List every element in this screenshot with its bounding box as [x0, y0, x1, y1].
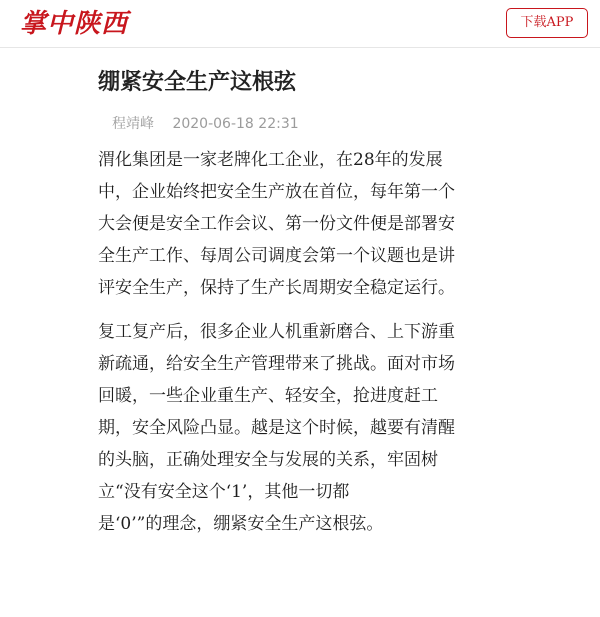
paragraph-line: 期，安全风险凸显。越是这个时候，越要有清醒 [98, 418, 455, 438]
article-author: 程靖峰 [112, 116, 154, 132]
top-bar [0, 0, 600, 48]
paragraph-line: 新疏通，给安全生产管理带来了挑战。面对市场 [98, 354, 455, 374]
paragraph-line: 评安全生产，保持了生产长周期安全稳定运行。 [98, 278, 455, 298]
article-time: 22:31 [258, 116, 299, 132]
paragraph-line: 是‘0’”的理念，绷紧安全生产这根弦。 [98, 514, 384, 534]
article-paragraph [98, 144, 478, 304]
paragraph-line: 渭化集团是一家老牌化工企业，在28年的发展 [98, 150, 443, 170]
article-meta [98, 114, 478, 134]
paragraph-line: 复工复产后，很多企业人机重新磨合、上下游重 [98, 322, 455, 342]
article [98, 66, 478, 540]
app-logo[interactable]: 掌中陕西 [20, 9, 129, 39]
paragraph-line: 大会便是安全工作会议、第一份文件便是部署安 [98, 214, 455, 234]
paragraph-line: 的头脑，正确处理安全与发展的关系，牢固树 [98, 450, 438, 470]
paragraph-line: 全生产工作、每周公司调度会第一个议题也是讲 [98, 246, 455, 266]
paragraph-line: 回暖，一些企业重生产、轻安全，抢进度赶工 [98, 386, 438, 406]
paragraph-line: 中，企业始终把安全生产放在首位，每年第一个 [98, 182, 455, 202]
paragraph-line: 立“没有安全这个‘1’，其他一切都 [98, 482, 350, 502]
article-title: 绷紧安全生产这根弦 [98, 70, 297, 95]
download-app-button[interactable]: 下载APP [506, 8, 588, 38]
article-date: 2020-06-18 [172, 116, 254, 132]
article-paragraph [98, 316, 478, 540]
article-body [98, 144, 478, 540]
